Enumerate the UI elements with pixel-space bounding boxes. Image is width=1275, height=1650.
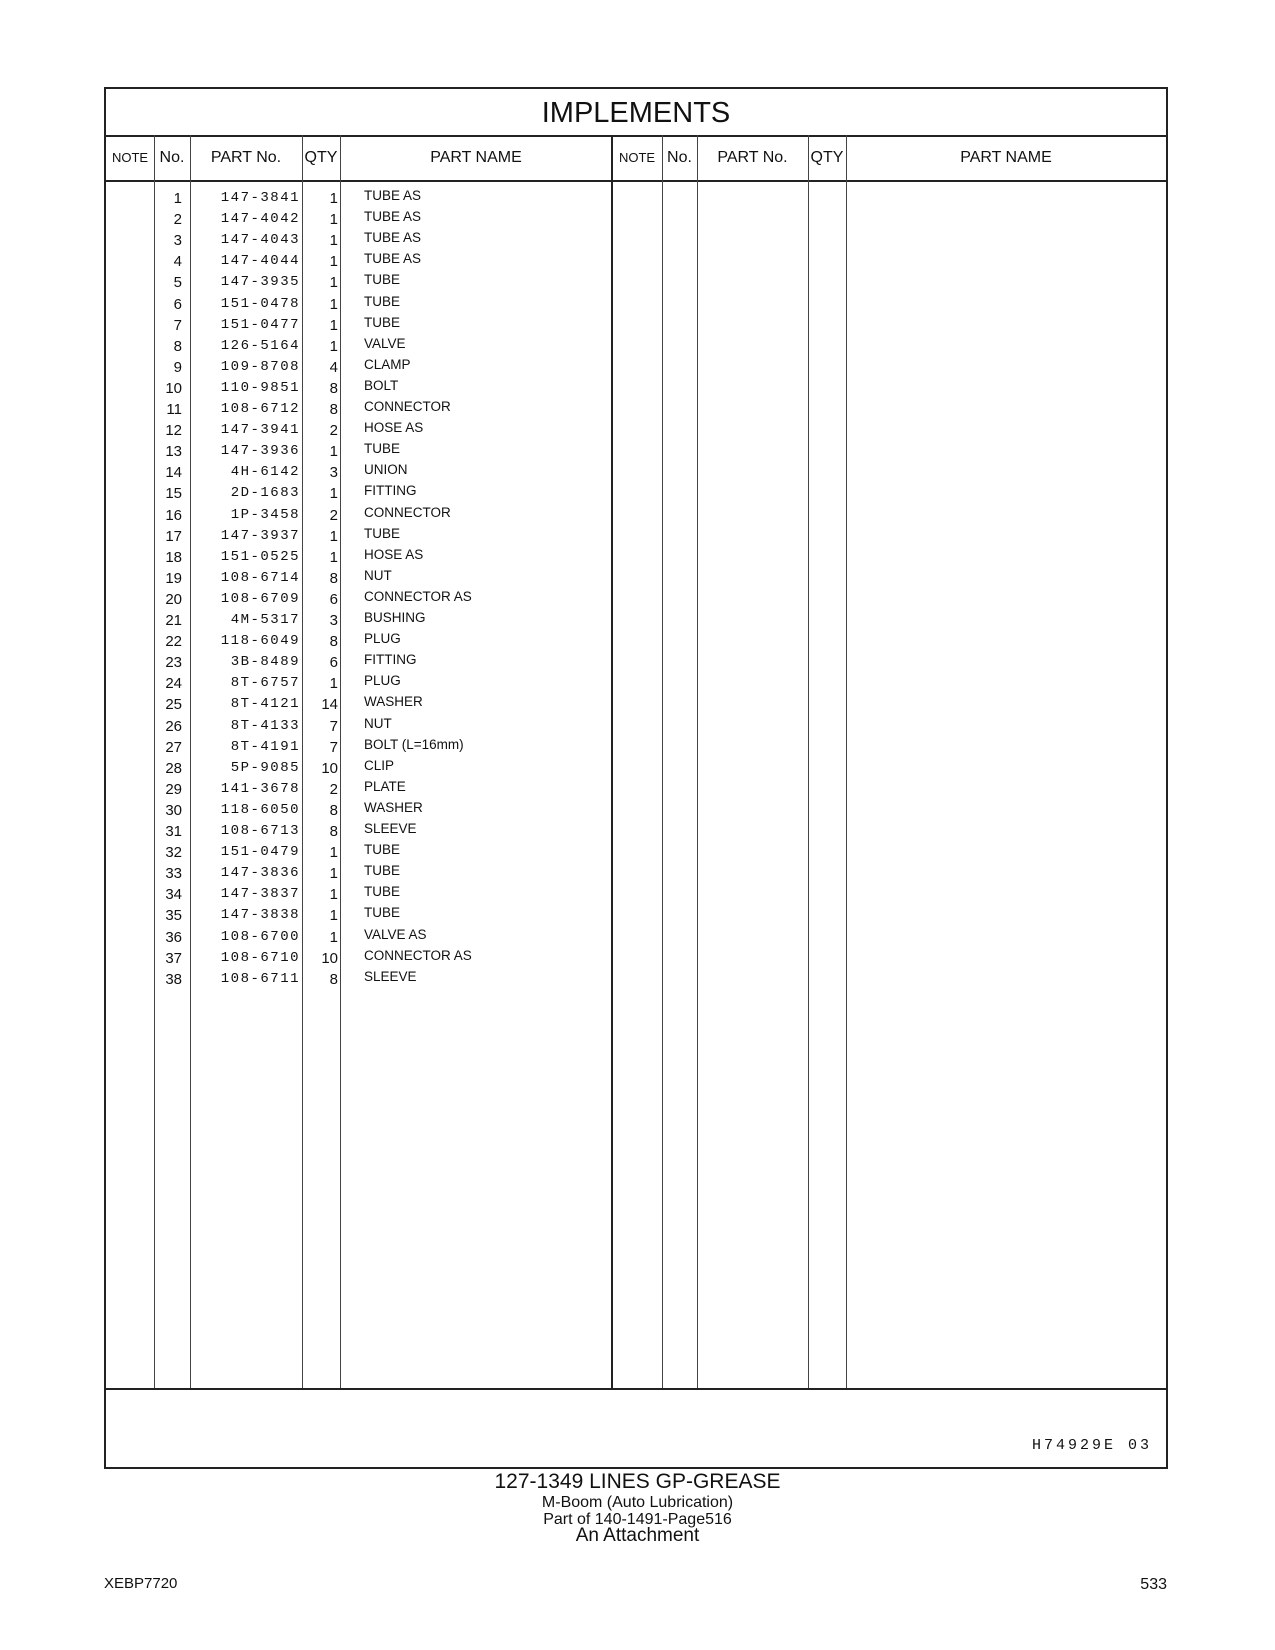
parts-table-frame — [104, 87, 1168, 1469]
part-number: 110-9851 — [220, 379, 300, 396]
part-name: TUBE — [364, 314, 401, 330]
table-row — [106, 968, 666, 993]
quantity: 1 — [329, 886, 338, 904]
row-number: 5 — [173, 274, 182, 292]
quantity: 8 — [329, 379, 338, 397]
row-number: 6 — [173, 295, 182, 313]
part-name: TUBE — [364, 863, 401, 879]
part-name: CONNECTOR AS — [364, 588, 472, 604]
quantity: 8 — [329, 569, 338, 587]
quantity: 1 — [329, 190, 338, 207]
quantity: 1 — [329, 928, 338, 946]
row-number: 24 — [165, 675, 182, 693]
part-number: 126-5164 — [220, 337, 300, 354]
quantity: 2 — [329, 780, 338, 798]
part-number: 147-3941 — [220, 422, 300, 439]
part-number: 108-6710 — [220, 949, 300, 966]
quantity: 1 — [329, 253, 338, 271]
part-name: BOLT — [364, 377, 399, 393]
quantity: 1 — [329, 527, 338, 545]
header-note-left: NOTE — [111, 150, 149, 165]
row-number: 35 — [165, 907, 182, 925]
row-number: 37 — [165, 949, 182, 967]
quantity: 4 — [329, 358, 338, 376]
row-number: 31 — [165, 823, 182, 840]
part-name: HOSE AS — [364, 546, 424, 562]
part-number: 1P-3458 — [230, 506, 300, 523]
part-name: TUBE AS — [364, 188, 422, 203]
row-number: 28 — [165, 759, 182, 777]
header-no-left: No. — [159, 149, 185, 166]
caption-title: 127-1349 LINES GP-GREASE — [494, 1470, 781, 1493]
part-name: CLAMP — [364, 356, 411, 372]
row-number: 29 — [165, 780, 182, 798]
part-number: 147-4042 — [220, 211, 300, 228]
quantity: 7 — [329, 738, 338, 756]
row-number: 36 — [165, 928, 182, 946]
document-id: XEBP7720 — [104, 1575, 178, 1592]
part-number: 118-6050 — [220, 801, 300, 818]
row-number: 18 — [165, 548, 182, 566]
part-name: CONNECTOR — [364, 399, 451, 414]
quantity: 6 — [329, 590, 338, 608]
row-number: 25 — [165, 696, 182, 714]
quantity: 8 — [329, 401, 338, 418]
part-name: CONNECTOR AS — [364, 947, 472, 963]
part-number: 2D-1683 — [230, 485, 300, 502]
header-no-right: No. — [667, 149, 692, 166]
part-number: 108-6711 — [220, 970, 300, 987]
row-number: 19 — [165, 569, 182, 587]
part-number: 151-0479 — [220, 844, 300, 861]
part-number: 4H-6142 — [230, 464, 300, 481]
part-name: SLEEVE — [364, 821, 417, 836]
part-name: PLUG — [364, 673, 401, 689]
column-divider — [846, 135, 847, 1388]
quantity: 8 — [329, 633, 338, 651]
quantity: 1 — [329, 675, 338, 693]
part-name: TUBE — [364, 272, 401, 288]
row-number: 14 — [165, 464, 182, 482]
part-number: 147-4044 — [220, 253, 300, 270]
part-name: CLIP — [364, 757, 395, 773]
row-number: 12 — [165, 422, 182, 440]
header-qty-right: QTY — [810, 149, 844, 166]
footer-divider — [106, 1388, 1166, 1390]
part-name: PLUG — [364, 631, 401, 647]
part-number: 118-6049 — [220, 633, 300, 650]
row-number: 11 — [166, 401, 182, 418]
caption-subtitle: M-Boom (Auto Lubrication) — [541, 1494, 734, 1511]
quantity: 7 — [329, 717, 338, 735]
row-number: 17 — [165, 527, 182, 545]
quantity: 1 — [329, 316, 338, 334]
part-number: 8T-6757 — [230, 675, 300, 692]
page-number: 533 — [1140, 1576, 1167, 1593]
part-number: 147-3937 — [220, 527, 300, 544]
part-name: TUBE AS — [364, 230, 422, 246]
quantity: 1 — [329, 485, 338, 503]
illustration-code: H74929E 03 — [1031, 1437, 1152, 1454]
row-number: 10 — [165, 379, 182, 397]
part-number: 141-3678 — [220, 780, 300, 797]
header-part-name-right: PART NAME — [960, 149, 1052, 166]
header-note-right: NOTE — [618, 150, 656, 165]
part-name: VALVE — [364, 335, 406, 351]
quantity: 1 — [329, 295, 338, 313]
row-number: 7 — [173, 316, 182, 334]
part-number: 147-3838 — [220, 907, 300, 924]
quantity: 1 — [329, 865, 338, 883]
quantity: 1 — [329, 232, 338, 250]
quantity: 1 — [329, 907, 338, 925]
row-number: 4 — [173, 253, 182, 271]
part-name: TUBE — [364, 842, 401, 858]
row-number: 22 — [165, 633, 182, 651]
part-number: 108-6712 — [220, 401, 300, 417]
quantity: 10 — [321, 759, 338, 777]
part-number: 151-0478 — [220, 295, 300, 312]
row-number: 1 — [173, 190, 182, 207]
part-name: PLATE — [364, 778, 406, 794]
part-number: 108-6714 — [220, 569, 300, 586]
part-name: WASHER — [364, 694, 423, 710]
part-number: 147-4043 — [220, 232, 300, 249]
row-number: 8 — [173, 337, 182, 355]
part-name: TUBE — [364, 525, 401, 541]
row-number: 13 — [165, 443, 182, 461]
part-name: SLEEVE — [364, 968, 417, 984]
header-qty-left: QTY — [304, 149, 338, 166]
part-name: NUT — [364, 715, 392, 731]
part-name: WASHER — [364, 799, 423, 815]
row-number: 32 — [165, 844, 182, 862]
quantity: 1 — [329, 274, 338, 292]
part-name: UNION — [364, 462, 408, 478]
part-number: 147-3836 — [220, 865, 300, 882]
part-name: VALVE AS — [364, 926, 427, 942]
quantity: 10 — [321, 949, 338, 967]
row-number: 20 — [165, 590, 182, 608]
row-number: 26 — [165, 717, 182, 735]
row-number: 27 — [165, 738, 182, 756]
header-part-name-left: PART NAME — [430, 149, 522, 166]
quantity: 8 — [329, 970, 338, 988]
part-number: 8T-4191 — [230, 738, 300, 755]
part-number: 151-0477 — [220, 316, 300, 333]
quantity: 14 — [321, 696, 338, 714]
caption-part-of: Part of 140-1491-Page516 — [543, 1511, 732, 1528]
quantity: 6 — [329, 654, 338, 672]
row-number: 23 — [165, 654, 182, 672]
quantity: 3 — [329, 612, 338, 629]
row-number: 16 — [165, 506, 182, 524]
header-part-no-right: PART No. — [717, 149, 788, 166]
row-number: 30 — [165, 801, 182, 819]
header-part-no-left: PART No. — [210, 149, 282, 166]
section-title: IMPLEMENTS — [106, 89, 1166, 137]
row-number: 38 — [165, 970, 182, 988]
row-number: 2 — [173, 211, 182, 229]
part-name: TUBE — [364, 293, 401, 309]
quantity: 1 — [329, 337, 338, 355]
table-header — [106, 135, 1166, 182]
part-name: BOLT (L=16mm) — [364, 736, 464, 752]
quantity: 2 — [329, 422, 338, 440]
part-name: CONNECTOR — [364, 504, 451, 520]
part-number: 108-6700 — [220, 928, 300, 945]
quantity: 1 — [329, 443, 338, 461]
row-number: 9 — [173, 358, 182, 376]
quantity: 8 — [329, 823, 338, 840]
part-name: TUBE — [364, 441, 401, 457]
part-number: 147-3935 — [220, 274, 300, 291]
quantity: 2 — [329, 506, 338, 524]
row-number: 21 — [165, 612, 182, 629]
part-number: 147-3841 — [220, 190, 300, 206]
part-number: 3B-8489 — [230, 654, 300, 671]
row-number: 34 — [165, 886, 182, 904]
part-number: 5P-9085 — [230, 759, 300, 776]
row-number: 15 — [165, 485, 182, 503]
part-name: BUSHING — [364, 610, 426, 625]
part-name: FITTING — [364, 652, 417, 668]
part-number: 8T-4133 — [230, 717, 300, 734]
part-name: NUT — [364, 567, 392, 583]
part-number: 109-8708 — [220, 358, 300, 375]
part-name: TUBE — [364, 884, 401, 900]
part-name: TUBE AS — [364, 209, 422, 225]
part-number: 108-6713 — [220, 823, 300, 839]
part-name: TUBE AS — [364, 251, 422, 267]
part-name: HOSE AS — [364, 420, 424, 436]
quantity: 8 — [329, 801, 338, 819]
caption-attachment: An Attachment — [575, 1525, 700, 1546]
quantity: 1 — [329, 548, 338, 566]
column-divider — [697, 135, 698, 1388]
part-name: FITTING — [364, 483, 417, 499]
quantity: 3 — [329, 464, 338, 482]
part-number: 8T-4121 — [230, 696, 300, 713]
quantity: 1 — [329, 211, 338, 229]
column-divider — [808, 135, 809, 1388]
row-number: 3 — [173, 232, 182, 250]
part-number: 151-0525 — [220, 548, 300, 565]
part-number: 4M-5317 — [230, 612, 300, 628]
part-number: 147-3837 — [220, 886, 300, 903]
part-number: 147-3936 — [220, 443, 300, 460]
row-number: 33 — [165, 865, 182, 883]
quantity: 1 — [329, 844, 338, 862]
part-name: TUBE — [364, 905, 401, 921]
part-number: 108-6709 — [220, 590, 300, 607]
